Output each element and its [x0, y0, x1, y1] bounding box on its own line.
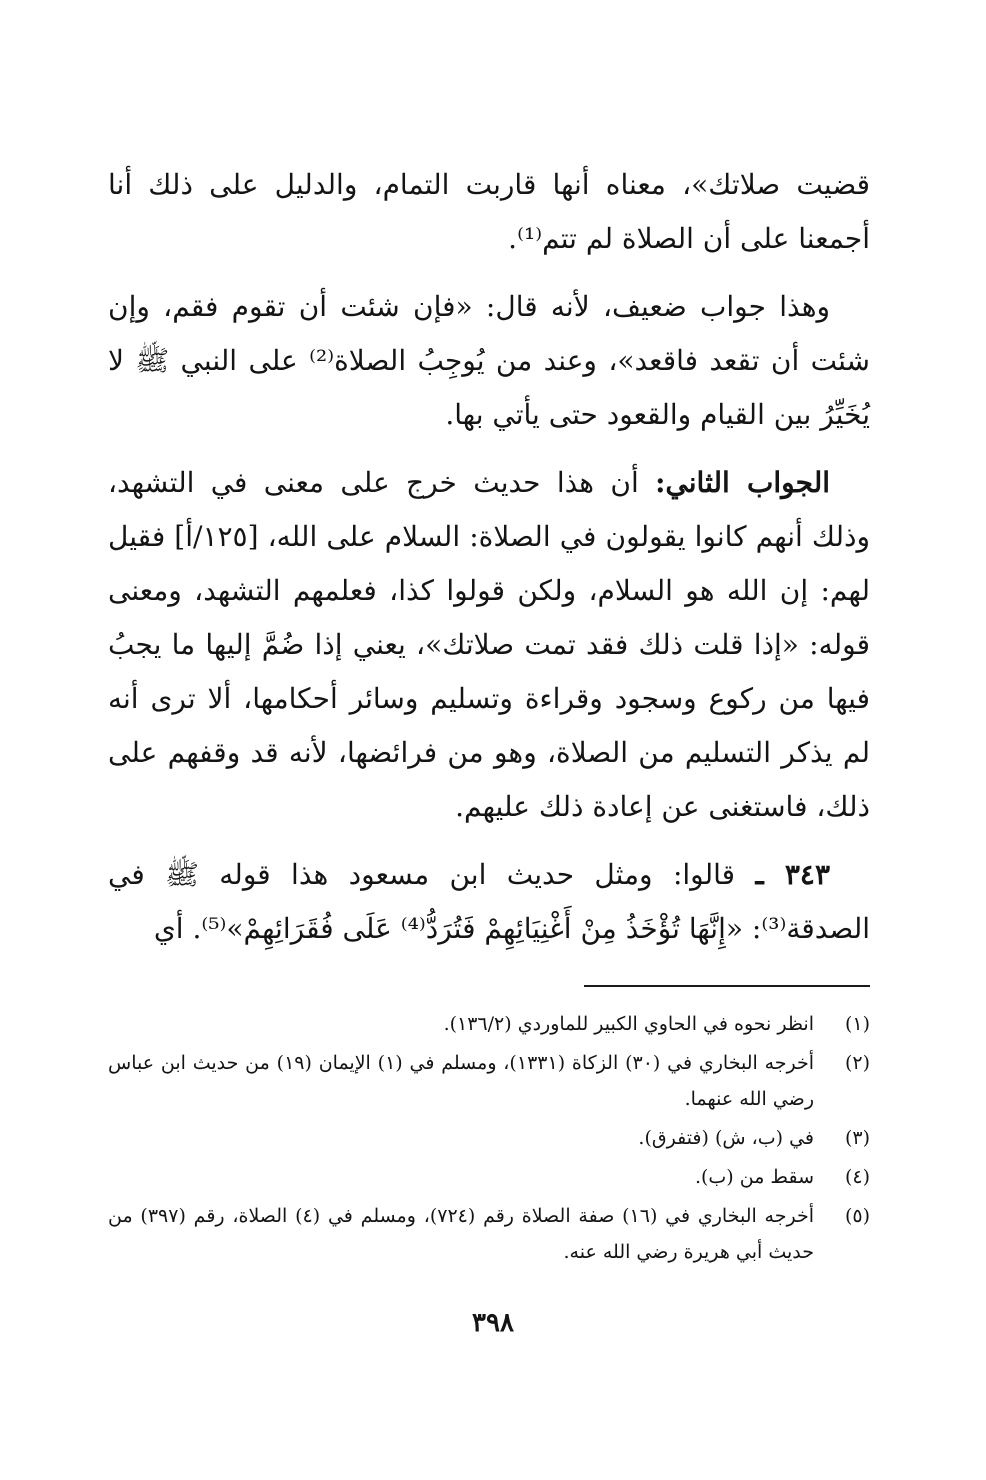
paragraph-text: قالوا: ومثل حديث ابن مسعود هذا قوله ﷺ في الصدقة⁽³⁾: «إِنَّهَا تُؤْخَذُ مِنْ أَغْنِيَائِهِمْ فَتُرَدُّ⁽⁴⁾ عَلَى فُقَرَائِهِمْ»⁽⁵⁾. أي	[108, 858, 870, 945]
footnote-number: (١)	[844, 1013, 870, 1035]
paragraph-text: أن هذا حديث خرج على معنى في التشهد، وذلك أنهم كانوا يقولون في الصلاة: السلام على الله، [١٢٥/أ] فقيل لهم: إن الله هو السلام، ولكن قولوا كذا، فعلمهم التشهد، ومعنى قوله: «إذا قلت ذلك فقد تمت صلاتك»، يعني إذا ضُمَّ إليها ما يجبُ فيها من ركوع وسجود وقراءة وتسليم وسائر أحكامها، ألا ترى أنه لم يذكر التسليم من الصلاة، وهو من فرائضها، لأنه قد وقفهم على ذلك، فاستغنى عن إعادة ذلك عليهم.	[108, 466, 870, 823]
footnote-number: (٢)	[844, 1052, 870, 1074]
paragraph	[108, 158, 870, 266]
main-text	[108, 158, 870, 970]
footnote-text: أخرجه البخاري في (٣٠) الزكاة (١٣٣١)، ومسلم في (١) الإيمان (١٩) من حديث ابن عباس رضي الله عنهما.	[108, 1052, 815, 1110]
paragraph	[108, 456, 870, 834]
footnote	[108, 1159, 870, 1195]
paragraph	[108, 280, 870, 442]
footnote	[108, 1006, 870, 1042]
paragraph-lead: ٣٤٣ ـ	[755, 858, 831, 891]
footnote-number: (٥)	[844, 1205, 870, 1227]
footnote-text: انظر نحوه في الحاوي الكبير للماوردي (١٣٦/٢).	[443, 1013, 814, 1035]
footnote-text: سقط من (ب).	[694, 1166, 814, 1188]
paragraph-text: قضيت صلاتك»، معناه أنها قاربت التمام، والدليل على ذلك أنا أجمعنا على أن الصلاة لم تتم⁽¹⁾.	[108, 168, 870, 255]
footnote	[108, 1045, 870, 1117]
footnote	[108, 1198, 870, 1270]
footnotes	[108, 1006, 870, 1273]
footnote-text: أخرجه البخاري في (١٦) صفة الصلاة رقم (٧٢٤)، ومسلم في (٤) الصلاة، رقم (٣٩٧) من حديث أبي هريرة رضي الله عنه.	[108, 1205, 814, 1263]
footnote-number: (٣)	[844, 1127, 870, 1149]
paragraph-lead: الجواب الثاني:	[655, 466, 831, 499]
footnote	[108, 1120, 870, 1156]
footnote-text: في (ب، ش) (فتفرق).	[638, 1127, 814, 1149]
paragraph-text: وهذا جواب ضعيف، لأنه قال: «فإن شئت أن تقوم فقم، وإن شئت أن تقعد فاقعد»، وعند من يُوجِبُ الصلاة⁽²⁾ على النبي ﷺ لا يُخَيِّرُ بين القيام والقعود حتى يأتي بها.	[108, 290, 870, 431]
paragraph	[108, 848, 870, 956]
footnote-number: (٤)	[844, 1166, 870, 1188]
footnote-separator	[584, 985, 870, 987]
page-number: ٣٩٨	[472, 1308, 514, 1338]
